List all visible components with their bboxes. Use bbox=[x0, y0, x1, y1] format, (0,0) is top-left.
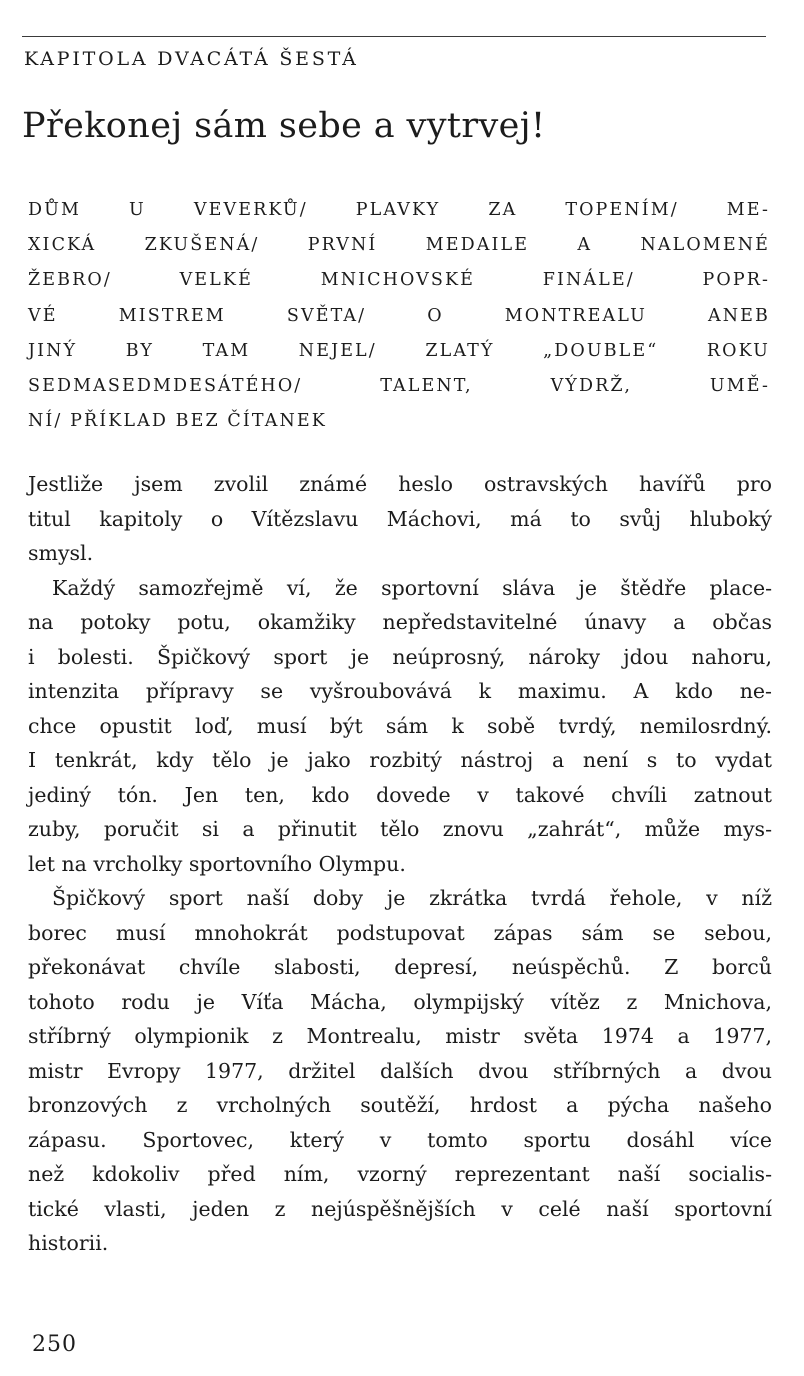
summary-line: XICKÁ ZKUŠENÁ/ PRVNÍ MEDAILE A NALOMENÉ bbox=[28, 235, 770, 256]
paragraph-line: než kdokoliv před ním, vzorný reprezentant naší socialis- bbox=[28, 1162, 772, 1186]
paragraph-line: překonávat chvíle slabosti, depresí, neúspěchů. Z borců bbox=[28, 955, 772, 979]
chapter-label: KAPITOLA DVACÁTÁ ŠESTÁ bbox=[24, 48, 359, 70]
chapter-title: Překonej sám sebe a vytrvej! bbox=[22, 106, 546, 146]
paragraph-line: zápasu. Sportovec, který v tomto sportu dosáhl více bbox=[28, 1127, 772, 1152]
paragraph-line: Každý samozřejmě ví, že sportovní sláva je štědře place- bbox=[52, 575, 772, 600]
paragraph-line: chce opustit loď, musí být sám k sobě tvrdý, nemilosrdný. bbox=[28, 713, 772, 738]
summary-line: NÍ/ PŘÍKLAD BEZ ČÍTANEK bbox=[28, 411, 327, 432]
paragraph-line: borec musí mnohokrát podstupovat zápas sám se sebou, bbox=[28, 920, 772, 945]
paragraph-line: bronzových z vrcholných soutěží, hrdost a pýcha našeho bbox=[28, 1093, 772, 1117]
page-number: 250 bbox=[32, 1332, 77, 1357]
paragraph-line: jediný tón. Jen ten, kdo dovede v takové chvíli zatnout bbox=[28, 782, 772, 807]
paragraph-line: smysl. bbox=[28, 541, 94, 565]
summary-line: SEDMASEDMDESÁTÉHO/ TALENT, VÝDRŽ, UMĚ- bbox=[28, 375, 770, 396]
summary-line: DŮM U VEVERKŮ/ PLAVKY ZA TOPENÍM/ ME- bbox=[28, 200, 770, 220]
paragraph-line: tohoto rodu je Víťa Mácha, olympijský vítěz z Mnichova, bbox=[28, 989, 772, 1014]
paragraph-line: na potoky potu, okamžiky nepředstavitelné únavy a občas bbox=[28, 610, 772, 634]
paragraph-line: mistr Evropy 1977, držitel dalších dvou stříbrných a dvou bbox=[28, 1058, 772, 1083]
paragraph-line: zuby, poručit si a přinutit tělo znovu „zahrát“, může mys- bbox=[28, 817, 772, 841]
summary-line: JINÝ BY TAM NEJEL/ ZLATÝ „DOUBLE“ ROKU bbox=[28, 340, 770, 361]
body-text bbox=[28, 467, 772, 1261]
paragraph-line: Špičkový sport naší doby je zkrátka tvrdá řehole, v níž bbox=[52, 886, 772, 910]
paragraph-line: I tenkrát, kdy tělo je jako rozbitý nástroj a není s to vydat bbox=[28, 748, 772, 772]
paragraph-line: tické vlasti, jeden z nejúspěšnějších v celé naší sportovní bbox=[28, 1196, 772, 1221]
paragraph-line: historii. bbox=[28, 1231, 109, 1255]
paragraph-line: stříbrný olympionik z Montrealu, mistr světa 1974 a 1977, bbox=[28, 1024, 772, 1048]
paragraph-line: let na vrcholky sportovního Olympu. bbox=[28, 851, 406, 876]
chapter-summary bbox=[28, 193, 770, 439]
paragraph-line: i bolesti. Špičkový sport je neúprosný, nároky jdou nahoru, bbox=[28, 644, 772, 669]
summary-line: VÉ MISTREM SVĚTA/ O MONTREALU ANEB bbox=[28, 305, 770, 326]
paragraph-line: Jestliže jsem zvolil známé heslo ostravských havířů pro bbox=[28, 472, 772, 496]
header-rule bbox=[22, 36, 766, 37]
paragraph-line: titul kapitoly o Vítězslavu Máchovi, má to svůj hluboký bbox=[28, 506, 772, 531]
summary-line: ŽEBRO/ VELKÉ MNICHOVSKÉ FINÁLE/ POPR- bbox=[28, 270, 770, 291]
paragraph-line: intenzita přípravy se vyšroubovává k maximu. A kdo ne- bbox=[28, 679, 772, 703]
